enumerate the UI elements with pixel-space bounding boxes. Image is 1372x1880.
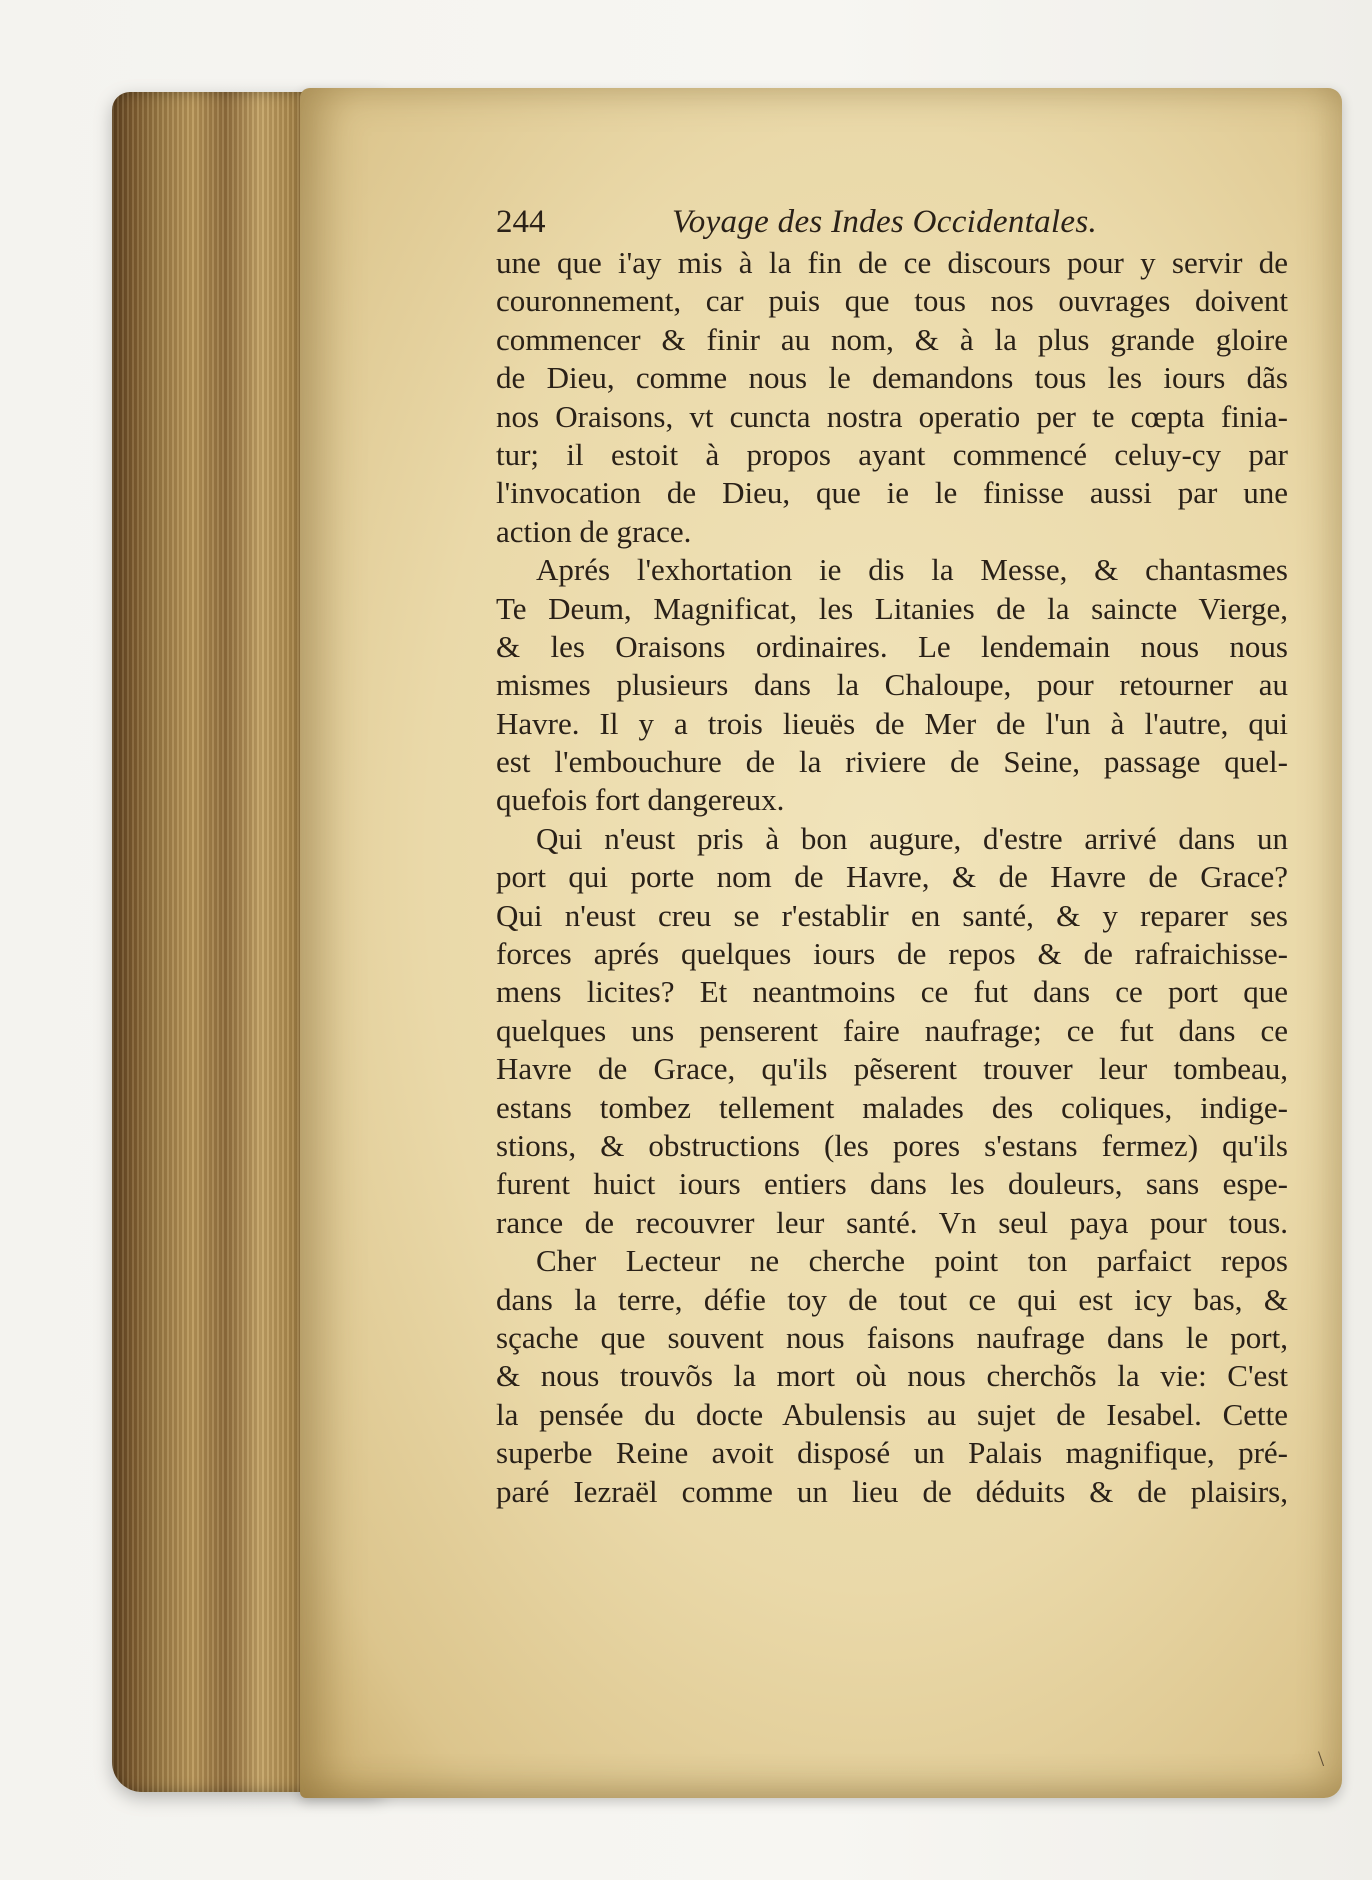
text-line: Qui n'eust creu se r'establir en santé, & y reparer ses [496,897,1288,933]
running-head [496,200,1288,244]
text-line: de Dieu, comme nous le demandons tous les iours dãs [496,360,1288,396]
text-line: Havre de Grace, qu'ils pẽserent trouver leur tombeau, [496,1051,1288,1087]
text-line: Cher Lecteur ne cherche point ton parfaict repos [536,1243,1288,1279]
text-line: estans tombez tellement malades des coliques, indige- [496,1089,1288,1125]
text-line: forces aprés quelques iours de repos & de rafraichisse- [496,936,1288,972]
text-line: nos Oraisons, vt cuncta nostra operatio per te cœpta finia- [496,398,1288,434]
text-line: une que i'ay mis à la fin de ce discours pour y servir de [496,245,1288,280]
text-line: furent huict iours entiers dans les douleurs, sans espe- [496,1166,1288,1202]
text-line: la pensée du docte Abulensis au sujet de Iesabel. Cette [496,1396,1288,1432]
text-line: quelques uns penserent faire naufrage; ce fut dans ce [496,1012,1288,1048]
text-line: l'invocation de Dieu, que ie le finisse aussi par une [496,475,1288,511]
text-line: commencer & finir au nom, & à la plus grande gloire [496,321,1288,357]
text-line: Aprés l'exhortation ie dis la Messe, & chantasmes [536,552,1288,588]
text-line: paré Iezraël comme un lieu de déduits & de plaisirs, [496,1473,1288,1509]
page-text-block [496,200,1288,1511]
text-line: Qui n'eust pris à bon augure, d'estre arrivé dans un [536,820,1288,856]
text-line: & les Oraisons ordinaires. Le lendemain nous nous [496,628,1288,664]
text-line: dans la terre, défie toy de tout ce qui est icy bas, & [496,1281,1288,1317]
text-line: port qui porte nom de Havre, & de Havre de Grace? [496,859,1288,895]
text-line: mismes plusieurs dans la Chaloupe, pour retourner au [496,667,1288,703]
text-line: superbe Reine avoit disposé un Palais magnifique, pré- [496,1435,1288,1471]
text-line: stions, & obstructions (les pores s'estans fermez) qu'ils [496,1127,1288,1163]
text-line: tur; il estoit à propos ayant commencé celuy-cy par [496,436,1288,472]
text-line: est l'embouchure de la riviere de Seine, passage quel- [496,744,1288,780]
text-line: action de grace. [496,513,692,549]
text-line: couronnement, car puis que tous nos ouvrages doivent [496,283,1288,319]
text-line: Havre. Il y a trois lieuës de Mer de l'un à l'autre, qui [496,705,1288,741]
running-title: Voyage des Indes Occidentales. [672,204,1098,240]
text-line: sçache que souvent nous faisons naufrage dans le port, [496,1319,1288,1355]
text-line: quefois fort dangereux. [496,782,785,818]
text-line: mens licites? Et neantmoins ce fut dans ce port que [496,974,1288,1010]
text-line: Te Deum, Magnificat, les Litanies de la saincte Vierge, [496,590,1288,626]
page-number: 244 [496,204,546,240]
corner-mark: \ [1318,1746,1325,1771]
text-line: rance de recouvrer leur santé. Vn seul paya pour tous. [496,1204,1288,1240]
text-line: & nous trouvõs la mort où nous cherchõs la vie: C'est [496,1358,1288,1394]
